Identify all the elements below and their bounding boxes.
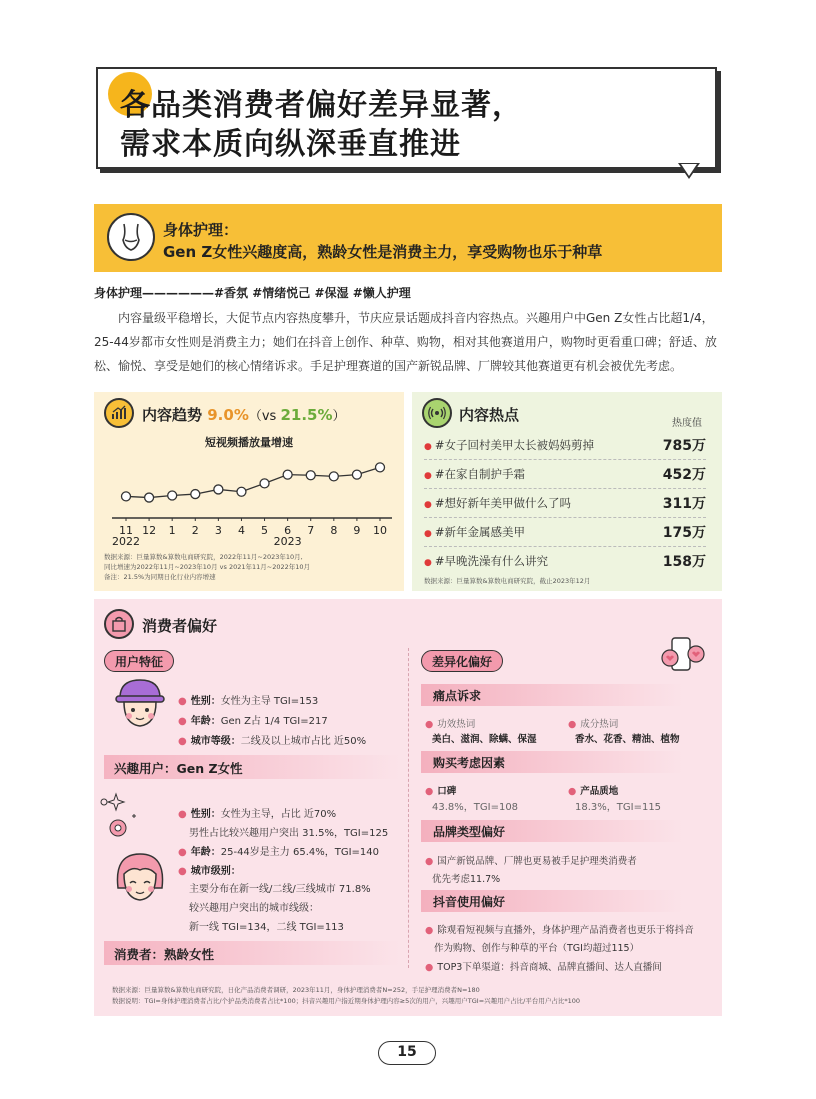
interest-user-label: 兴趣用户：Gen Z女性 (104, 755, 400, 779)
x-tick-label: 1 (168, 524, 176, 537)
x-tick-label: 10 (373, 524, 387, 537)
consumer-line-gender-2: 男性占比较兴趣用户突出 31.5%，TGI=125 (189, 828, 389, 839)
douyin-line-1: ● 除观看短视频与直播外，身体护理产品消费者也更乐于将抖音 (425, 925, 694, 936)
trend-line-chart (104, 446, 400, 548)
user-feature-pill: 用户特征 (104, 650, 174, 672)
interest-line-age: ● 年龄：Gen Z占 1/4 TGI=217 (178, 716, 328, 727)
hot-row-value: 175万 (662, 525, 706, 541)
shopping-bag-icon (104, 609, 134, 639)
x-tick-label: 5 (261, 524, 269, 537)
interest-line-gender: ● 性别：女性为主导 TGI=153 (178, 696, 319, 707)
trend-notes (104, 552, 310, 582)
page-title-line1: 各品类消费者偏好差异显著， (120, 88, 523, 123)
brand-line-1: ● 国产新锐品牌、厂牌也更易被手足护理类消费者 (425, 856, 637, 867)
x-tick-label: 2 (191, 524, 199, 537)
hot-row (424, 489, 706, 518)
x-tick-label: 8 (330, 524, 338, 537)
hot-row (424, 431, 706, 460)
trend-title: 内容趋势 (142, 406, 203, 424)
buy-label-2: ● 产品质地 (568, 786, 619, 797)
pref-foot-1: 数据来源：巨量算数&算数电商研究院，日化产品消费者调研，2023年11月，身体护理消费者N=252，手足护理消费者N=180 (112, 986, 480, 994)
hot-row-value: 311万 (662, 496, 706, 512)
x-tick-label: 12 (142, 524, 157, 537)
buy-value-2: 18.3%，TGI=115 (575, 802, 662, 813)
chart-title: 短视频播放量增速 (205, 436, 293, 449)
hot-row-value: 158万 (662, 554, 706, 570)
hot-row-value: 452万 (662, 467, 706, 483)
trend-chart-icon (104, 398, 134, 428)
brand-line-2: 优先考虑11.7% (432, 874, 501, 885)
trend-point (376, 463, 385, 472)
trend-title-row (142, 404, 346, 425)
tagline: 身体护理——————#香氛 #情绪悦己 #保湿 #懒人护理 (94, 286, 411, 300)
trend-vs-close: ） (332, 409, 346, 424)
trend-vs-value: 21.5% (280, 406, 333, 424)
trend-note-3: 备注：21.5%为同期日化行业内容增速 (104, 573, 216, 581)
buy-title: 购买考虑因素 (421, 751, 683, 773)
x-tick-label: 6 (284, 524, 292, 537)
preference-title: 消费者偏好 (142, 617, 218, 635)
title-triangle-inner (681, 164, 697, 176)
sparkle-doodle-icon (96, 792, 168, 842)
banner-heading: 身体护理： (163, 221, 239, 239)
consumer-label: 消费者：熟龄女性 (104, 941, 400, 965)
trend-series-line (126, 467, 380, 497)
trend-growth: 9.0% (207, 406, 249, 424)
x-tick-label: 9 (353, 524, 361, 537)
pain-label-2: ● 成分热词 (568, 719, 619, 730)
phone-hearts-icon (660, 636, 708, 676)
trend-note-1: 数据来源：巨量算数&算数电商研究院，2022年11月~2023年10月, (104, 553, 303, 561)
trend-point (283, 470, 292, 479)
hot-row-text: #在家自制护手霜 (434, 467, 525, 481)
douyin-line-2: 作为购物、创作与种草的平台（TGI均超过115） (434, 943, 640, 954)
buy-value-1: 43.8%，TGI=108 (432, 802, 519, 813)
consumer-line-city: ● 城市级别： (178, 866, 241, 877)
pain-value-2: 香水、花香、精油、植物 (575, 734, 680, 745)
x-tick-label: 3 (214, 524, 222, 537)
hot-row (424, 518, 706, 547)
trend-point (122, 492, 131, 501)
hot-row-text: #想好新年美甲做什么了吗 (434, 496, 571, 510)
buy-label-1: ● 口碑 (425, 786, 457, 797)
consumer-line-city-2: 较兴趣用户突出的城市线级： (189, 903, 319, 914)
fire-icon: ● (424, 529, 432, 539)
hot-row-value: 785万 (662, 438, 706, 454)
page-title-line2: 需求本质向纵深垂直推进 (120, 127, 461, 162)
pref-foot-2: 数据说明：TGI=身体护理消费者占比/个护品类消费者占比*100；抖音兴趣用户指近期身体护理内容≥5次的用户，兴趣用户TGI=兴趣用户占比/平台用户占比*100 (112, 997, 581, 1005)
diff-pref-pill: 差异化偏好 (421, 650, 503, 672)
x-year-label: 2022 (112, 535, 140, 548)
consumer-line-age: ● 年龄：25-44岁是主力 65.4%，TGI=140 (178, 847, 380, 858)
hot-row-text: #女子回村美甲太长被妈妈剪掉 (434, 438, 594, 452)
trend-point (329, 472, 338, 481)
intro-paragraph: 内容量级平稳增长，大促节点内容热度攀升，节庆应景话题成抖音内容热点。兴趣用户中Gen Z女性占比超1/4，25-44岁都市女性则是消费主力；她们在抖音上创作、种草、购物，相对其他赛道用户，购物时更看重口碑；舒适、放松、愉悦、享受是她们的核心情绪诉求。手足护理赛道的国产新锐品牌、厂牌较其他赛道更有机会被优先考虑。 (94, 311, 717, 373)
hot-title: 内容热点 (459, 406, 520, 424)
trend-point (145, 493, 154, 502)
x-tick-label: 11 (119, 524, 133, 537)
hot-row (424, 460, 706, 489)
hot-row-text: #早晚洗澡有什么讲究 (434, 554, 548, 568)
trend-point (168, 491, 177, 500)
trend-note-2: 同比增速为2022年11月~2023年10月 vs 2021年11月~2022年10月 (104, 563, 311, 571)
hot-note: 数据来源：巨量算数&算数电商研究院，截止2023年12月 (424, 577, 591, 585)
brand-title: 品牌类型偏好 (421, 820, 683, 842)
pain-label-1: ● 功效热词 (425, 719, 476, 730)
page-number: 15 (378, 1041, 436, 1065)
pain-value-1: 美白、滋润、除螨、保湿 (432, 734, 537, 745)
banner-subheading: Gen Z女性兴趣度高，熟龄女性是消费主力，享受购物也乐于种草 (163, 243, 603, 261)
hot-row (424, 547, 706, 576)
x-tick-label: 4 (237, 524, 245, 537)
mature-woman-avatar (112, 848, 168, 910)
trend-vs-label: （vs (248, 409, 281, 424)
trend-point (352, 470, 361, 479)
x-year-label: 2023 (273, 535, 302, 548)
genz-avatar (112, 676, 168, 736)
trend-point (214, 485, 223, 494)
fire-icon: ● (424, 442, 432, 452)
broadcast-icon (422, 398, 452, 428)
hot-row-text: #新年金属感美甲 (434, 525, 525, 539)
consumer-line-city-1: 主要分布在新一线/二线/三线城市 71.8% (189, 884, 371, 895)
x-tick-label: 7 (307, 524, 315, 537)
pain-title: 痛点诉求 (421, 684, 683, 706)
trend-point (191, 490, 200, 499)
fire-icon: ● (424, 500, 432, 510)
interest-line-city: ● 城市等级：二线及以上城市占比 近50% (178, 736, 367, 747)
column-divider (408, 648, 409, 968)
fire-icon: ● (424, 471, 432, 481)
trend-point (237, 487, 246, 496)
consumer-line-gender: ● 性别：女性为主导，占比 近70% (178, 809, 337, 820)
hot-column-label: 热度值 (672, 418, 702, 429)
body-icon (107, 213, 155, 261)
douyin-line-3: ● TOP3下单渠道：抖音商城、品牌直播间、达人直播间 (425, 962, 662, 973)
douyin-title: 抖音使用偏好 (421, 890, 683, 912)
trend-point (306, 471, 315, 480)
consumer-line-city-3: 新一线 TGI=134，二线 TGI=113 (189, 922, 344, 933)
fire-icon: ● (424, 558, 432, 568)
trend-point (260, 479, 269, 488)
